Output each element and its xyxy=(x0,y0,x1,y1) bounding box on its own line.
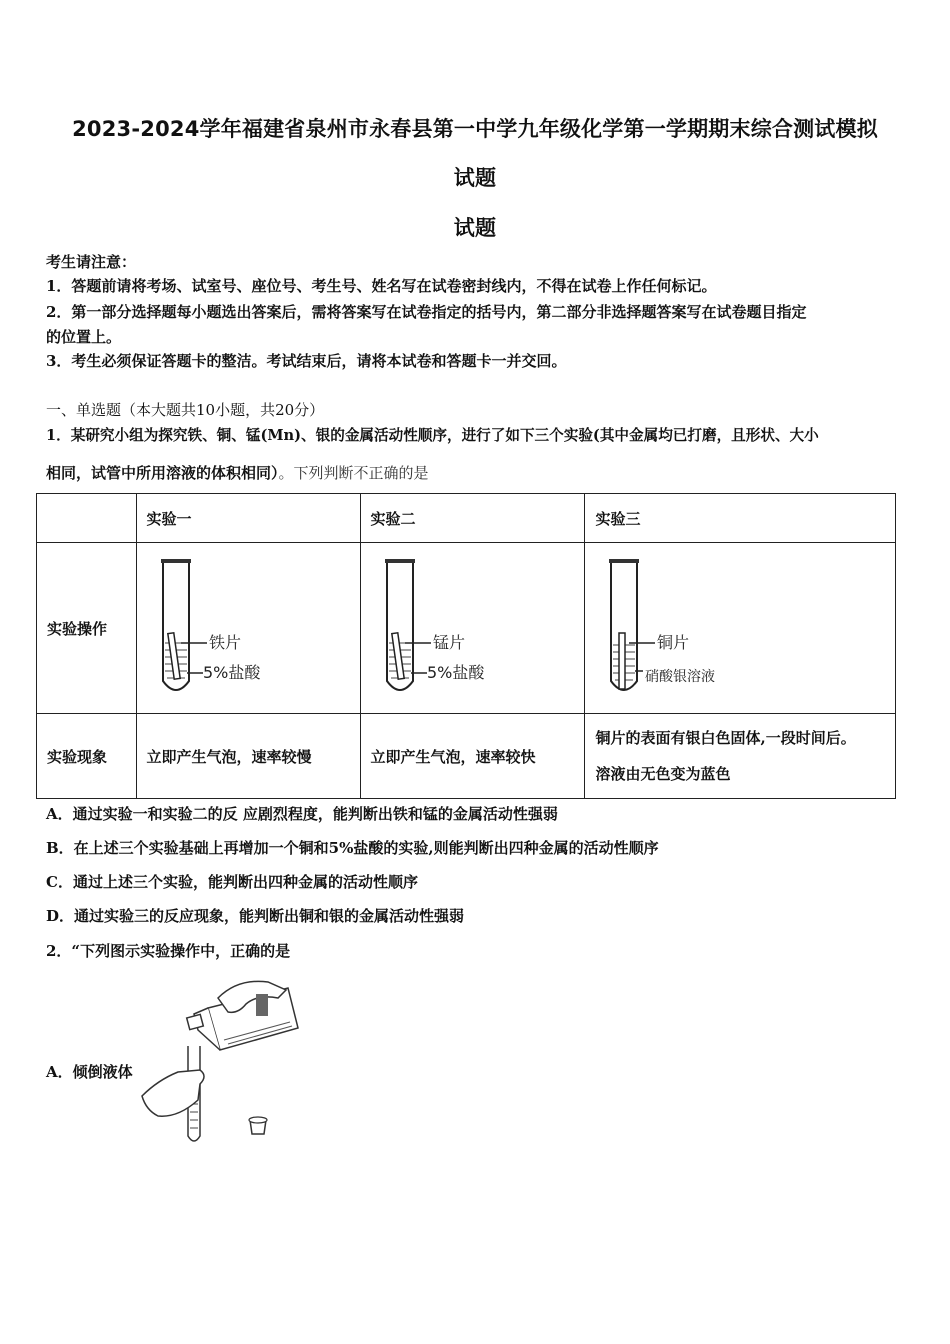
q1-option-d: D．通过实验三的反应现象，能判断出铜和银的金属活动性强弱 xyxy=(46,907,465,925)
tube1-metal-label: 铁片 xyxy=(208,633,241,652)
exp2-tube-cell xyxy=(360,543,585,714)
exam-title-line2: 试题 xyxy=(453,166,497,190)
experiment-table xyxy=(36,493,896,799)
row-label-phenomenon: 实验现象 xyxy=(37,714,137,799)
exp3-phenomenon xyxy=(585,714,896,799)
test-tube-icon xyxy=(595,553,815,703)
pouring-liquid-illustration xyxy=(138,968,308,1148)
tube2-solution-label: 5%盐酸 xyxy=(426,663,484,682)
exp3-phenomenon-line2: 溶液由无色变为蓝色 xyxy=(595,765,731,783)
header-exp2: 实验二 xyxy=(360,494,585,543)
test-tube-icon xyxy=(371,553,571,703)
exp3-tube-cell xyxy=(585,543,896,714)
q1-option-a: A．通过实验一和实验二的反 应剧烈程度，能判断出铁和锰的金属活动性强弱 xyxy=(46,805,558,823)
q1-stem-line2 xyxy=(46,463,429,483)
exam-title-line1: 2023-2024学年福建省泉州市永春县第一中学九年级化学第一学期期末综合测试模拟 xyxy=(72,117,878,141)
row-label-operation: 实验操作 xyxy=(37,543,137,714)
tube3-metal-label: 铜片 xyxy=(657,633,690,652)
q1-option-c: C．通过上述三个实验，能判断出四种金属的活动性顺序 xyxy=(46,873,418,891)
header-exp3: 实验三 xyxy=(585,494,896,543)
q1-stem-bold: 相同，试管中所用溶液的体积相同） xyxy=(46,464,279,482)
header-cell-empty xyxy=(37,494,137,543)
table-operation-row xyxy=(37,543,896,714)
header-exp1: 实验一 xyxy=(136,494,360,543)
q2-stem: 2．“下列图示实验操作中，正确的是 xyxy=(46,942,291,960)
tube2-metal-label: 锰片 xyxy=(432,633,465,652)
tube1-solution-label: 5%盐酸 xyxy=(202,663,260,682)
table-phenomenon-row xyxy=(37,714,896,799)
table-header-row xyxy=(37,494,896,543)
q1-option-b: B．在上述三个实验基础上再增加一个铜和5%盐酸的实验,则能判断出四种金属的活动性顺序 xyxy=(46,839,659,857)
exp3-phenomenon-line1: 铜片的表面有银白色固体,一段时间后。 xyxy=(595,729,856,747)
section-heading: 一、单选题（本大题共10小题，共20分） xyxy=(46,401,325,419)
test-tube-icon xyxy=(147,553,347,703)
q1-stem-normal: 。下列判断不正确的是 xyxy=(278,464,429,482)
exp2-phenomenon: 立即产生气泡，速率较快 xyxy=(360,714,585,799)
notice-item-1: 1．答题前请将考场、试室号、座位号、考生号、姓名写在试卷密封线内，不得在试卷上作任何标记。 xyxy=(46,277,717,295)
notice-item-2: 2．第一部分选择题每小题选出答案后，需将答案写在试卷指定的括号内，第二部分非选择题答案写在试卷题目指定 xyxy=(46,303,807,321)
notice-item-3: 3．考生必须保证答题卡的整洁。考试结束后，请将本试卷和答题卡一并交回。 xyxy=(46,352,567,370)
exam-title-line3: 试题 xyxy=(453,216,497,240)
tube3-solution-label: 硝酸银溶液 xyxy=(645,669,716,685)
exp1-phenomenon: 立即产生气泡，速率较慢 xyxy=(136,714,360,799)
notice-item-2-cont: 的位置上。 xyxy=(46,328,122,346)
q2-option-a: A．倾倒液体 xyxy=(46,1063,133,1081)
notice-heading: 考生请注意： xyxy=(46,253,137,271)
exp1-tube-cell xyxy=(136,543,360,714)
q1-stem-line1: 1．某研究小组为探究铁、铜、锰(Mn)、银的金属活动性顺序，进行了如下三个实验(其中金属均已打磨，且形状、大小 xyxy=(46,427,819,444)
